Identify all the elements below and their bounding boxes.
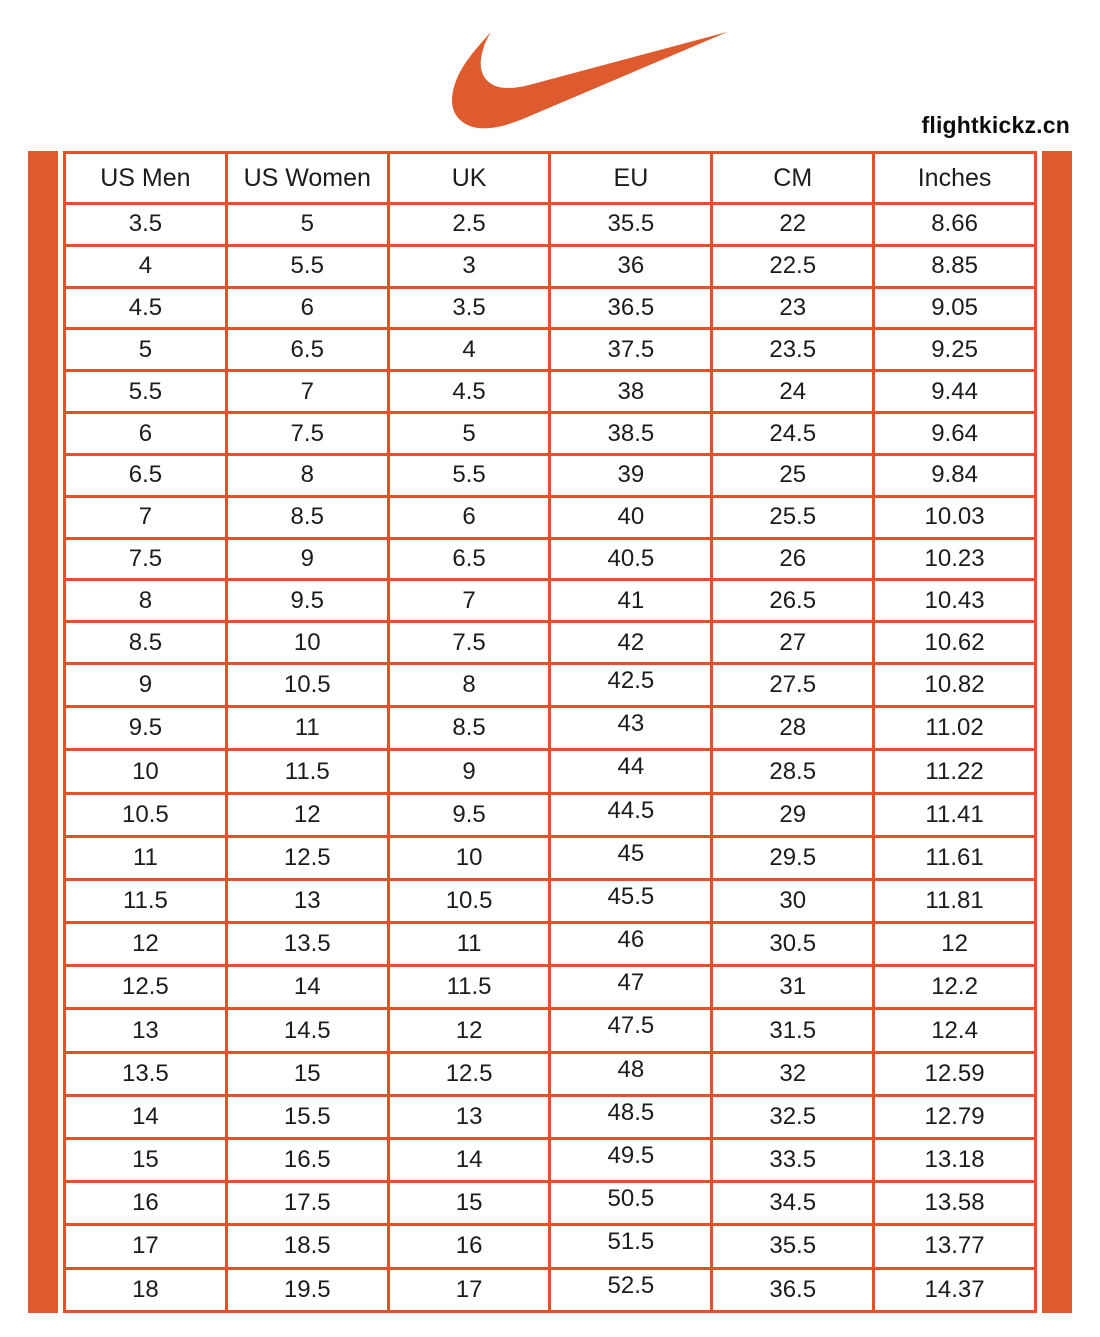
- table-cell: 18: [65, 1268, 227, 1311]
- table-cell: 14: [388, 1139, 550, 1182]
- table-cell: 23.5: [712, 329, 874, 371]
- table-cell: 41: [550, 580, 712, 622]
- table-cell: 45.5: [550, 879, 712, 922]
- table-cell: 47: [550, 966, 712, 1009]
- table-cell: 12: [65, 923, 227, 966]
- table-cell: 12.5: [226, 836, 388, 879]
- table-cell: 37.5: [550, 329, 712, 371]
- table-cell: 8.5: [65, 622, 227, 664]
- table-cell: 8.5: [226, 496, 388, 538]
- table-cell: 8: [388, 664, 550, 707]
- table-cell: 25.5: [712, 496, 874, 538]
- table-cell: 52.5: [550, 1268, 712, 1311]
- column-header: US Men: [65, 153, 227, 204]
- table-cell: 42.5: [550, 664, 712, 707]
- table-cell: 40: [550, 496, 712, 538]
- table-row: [65, 245, 1036, 287]
- table-row: [65, 1139, 1036, 1182]
- table-cell: 30.5: [712, 923, 874, 966]
- table-row: [65, 454, 1036, 496]
- table-cell: 27: [712, 622, 874, 664]
- table-cell: 11.22: [874, 750, 1036, 793]
- table-cell: 7: [388, 580, 550, 622]
- size-table-body: [65, 204, 1036, 1312]
- table-cell: 38: [550, 371, 712, 413]
- table-cell: 10.5: [226, 664, 388, 707]
- table-cell: 24.5: [712, 413, 874, 455]
- table-cell: 9: [388, 750, 550, 793]
- table-cell: 32: [712, 1052, 874, 1095]
- table-cell: 19.5: [226, 1268, 388, 1311]
- left-accent-bar: [28, 151, 58, 1313]
- size-chart-table: [63, 151, 1037, 1313]
- table-cell: 33.5: [712, 1139, 874, 1182]
- table-cell: 36.5: [550, 287, 712, 329]
- table-row: [65, 580, 1036, 622]
- table-cell: 6: [226, 287, 388, 329]
- table-cell: 12.79: [874, 1095, 1036, 1138]
- table-cell: 9.64: [874, 413, 1036, 455]
- table-cell: 15.5: [226, 1095, 388, 1138]
- table-cell: 51.5: [550, 1225, 712, 1268]
- table-row: [65, 329, 1036, 371]
- table-cell: 46: [550, 923, 712, 966]
- table-cell: 4: [65, 245, 227, 287]
- table-row: [65, 923, 1036, 966]
- table-cell: 28: [712, 707, 874, 750]
- table-cell: 11: [226, 707, 388, 750]
- table-cell: 10: [65, 750, 227, 793]
- table-cell: 13.18: [874, 1139, 1036, 1182]
- table-cell: 15: [65, 1139, 227, 1182]
- table-cell: 11: [388, 923, 550, 966]
- table-cell: 9.84: [874, 454, 1036, 496]
- table-cell: 10: [226, 622, 388, 664]
- table-cell: 3: [388, 245, 550, 287]
- table-cell: 8: [65, 580, 227, 622]
- size-table-head: [65, 153, 1036, 204]
- table-row: [65, 204, 1036, 246]
- table-cell: 45: [550, 836, 712, 879]
- table-row: [65, 793, 1036, 836]
- table-cell: 35.5: [712, 1225, 874, 1268]
- column-header: Inches: [874, 153, 1036, 204]
- table-cell: 17: [388, 1268, 550, 1311]
- table-cell: 16: [65, 1182, 227, 1225]
- table-cell: 8.66: [874, 204, 1036, 246]
- table-cell: 5.5: [226, 245, 388, 287]
- table-cell: 16.5: [226, 1139, 388, 1182]
- table-cell: 5: [388, 413, 550, 455]
- table-cell: 12: [388, 1009, 550, 1052]
- table-cell: 9.5: [65, 707, 227, 750]
- table-cell: 9.5: [226, 580, 388, 622]
- table-cell: 29.5: [712, 836, 874, 879]
- table-cell: 10.03: [874, 496, 1036, 538]
- table-cell: 12.5: [65, 966, 227, 1009]
- column-header: UK: [388, 153, 550, 204]
- table-cell: 17: [65, 1225, 227, 1268]
- table-cell: 23: [712, 287, 874, 329]
- table-cell: 9.5: [388, 793, 550, 836]
- table-cell: 11.61: [874, 836, 1036, 879]
- table-cell: 14: [226, 966, 388, 1009]
- table-cell: 44.5: [550, 793, 712, 836]
- table-cell: 7: [226, 371, 388, 413]
- table-cell: 13.5: [65, 1052, 227, 1095]
- table-cell: 17.5: [226, 1182, 388, 1225]
- table-cell: 30: [712, 879, 874, 922]
- table-cell: 15: [226, 1052, 388, 1095]
- table-cell: 50.5: [550, 1182, 712, 1225]
- table-cell: 8: [226, 454, 388, 496]
- table-cell: 5.5: [388, 454, 550, 496]
- table-cell: 10.23: [874, 538, 1036, 580]
- table-cell: 27.5: [712, 664, 874, 707]
- table-cell: 31.5: [712, 1009, 874, 1052]
- table-cell: 38.5: [550, 413, 712, 455]
- table-cell: 12.2: [874, 966, 1036, 1009]
- table-row: [65, 371, 1036, 413]
- table-cell: 40.5: [550, 538, 712, 580]
- table-row: [65, 1009, 1036, 1052]
- table-cell: 14.5: [226, 1009, 388, 1052]
- table-cell: 36.5: [712, 1268, 874, 1311]
- table-row: [65, 538, 1036, 580]
- table-row: [65, 836, 1036, 879]
- table-cell: 4.5: [65, 287, 227, 329]
- table-row: [65, 1182, 1036, 1225]
- table-cell: 25: [712, 454, 874, 496]
- table-cell: 6: [388, 496, 550, 538]
- table-cell: 24: [712, 371, 874, 413]
- table-cell: 8.85: [874, 245, 1036, 287]
- table-cell: 13: [65, 1009, 227, 1052]
- table-cell: 48: [550, 1052, 712, 1095]
- column-header: EU: [550, 153, 712, 204]
- table-cell: 12: [226, 793, 388, 836]
- table-cell: 11.5: [226, 750, 388, 793]
- table-cell: 29: [712, 793, 874, 836]
- table-cell: 35.5: [550, 204, 712, 246]
- table-row: [65, 966, 1036, 1009]
- table-cell: 10: [388, 836, 550, 879]
- table-cell: 18.5: [226, 1225, 388, 1268]
- table-cell: 7.5: [65, 538, 227, 580]
- table-row: [65, 287, 1036, 329]
- table-cell: 7: [65, 496, 227, 538]
- table-cell: 42: [550, 622, 712, 664]
- table-cell: 39: [550, 454, 712, 496]
- table-cell: 14.37: [874, 1268, 1036, 1311]
- table-cell: 26: [712, 538, 874, 580]
- table-cell: 4: [388, 329, 550, 371]
- table-row: [65, 664, 1036, 707]
- table-cell: 10.62: [874, 622, 1036, 664]
- table-cell: 9.25: [874, 329, 1036, 371]
- table-cell: 49.5: [550, 1139, 712, 1182]
- table-cell: 13.5: [226, 923, 388, 966]
- table-cell: 34.5: [712, 1182, 874, 1225]
- table-cell: 6: [65, 413, 227, 455]
- table-cell: 26.5: [712, 580, 874, 622]
- table-cell: 11.81: [874, 879, 1036, 922]
- table-cell: 13.58: [874, 1182, 1036, 1225]
- table-cell: 28.5: [712, 750, 874, 793]
- column-header: US Women: [226, 153, 388, 204]
- column-header: CM: [712, 153, 874, 204]
- table-cell: 11.5: [388, 966, 550, 1009]
- table-cell: 11.41: [874, 793, 1036, 836]
- table-cell: 12.4: [874, 1009, 1036, 1052]
- table-cell: 6.5: [388, 538, 550, 580]
- header-row: [65, 153, 1036, 204]
- table-cell: 9.44: [874, 371, 1036, 413]
- table-cell: 3.5: [388, 287, 550, 329]
- table-cell: 10.82: [874, 664, 1036, 707]
- site-label: flightkickz.cn: [921, 112, 1070, 138]
- table-cell: 32.5: [712, 1095, 874, 1138]
- table-cell: 2.5: [388, 204, 550, 246]
- table-cell: 14: [65, 1095, 227, 1138]
- table-cell: 13.77: [874, 1225, 1036, 1268]
- table-cell: 10.5: [65, 793, 227, 836]
- table-cell: 31: [712, 966, 874, 1009]
- table-cell: 5: [65, 329, 227, 371]
- table-cell: 13: [226, 879, 388, 922]
- table-cell: 9.05: [874, 287, 1036, 329]
- table-cell: 22.5: [712, 245, 874, 287]
- table-row: [65, 750, 1036, 793]
- table-cell: 10.43: [874, 580, 1036, 622]
- table-row: [65, 1095, 1036, 1138]
- table-cell: 36: [550, 245, 712, 287]
- table-cell: 12.5: [388, 1052, 550, 1095]
- table-row: [65, 1268, 1036, 1311]
- table-cell: 6.5: [65, 454, 227, 496]
- table-row: [65, 1052, 1036, 1095]
- table-row: [65, 496, 1036, 538]
- table-cell: 8.5: [388, 707, 550, 750]
- table-cell: 22: [712, 204, 874, 246]
- table-cell: 44: [550, 750, 712, 793]
- table-cell: 48.5: [550, 1095, 712, 1138]
- table-cell: 12: [874, 923, 1036, 966]
- table-cell: 3.5: [65, 204, 227, 246]
- size-chart-frame: [28, 151, 1072, 1313]
- table-cell: 4.5: [388, 371, 550, 413]
- table-cell: 11: [65, 836, 227, 879]
- table-cell: 5.5: [65, 371, 227, 413]
- table-cell: 12.59: [874, 1052, 1036, 1095]
- table-cell: 7.5: [388, 622, 550, 664]
- table-cell: 15: [388, 1182, 550, 1225]
- table-cell: 11.02: [874, 707, 1036, 750]
- table-cell: 43: [550, 707, 712, 750]
- table-cell: 7.5: [226, 413, 388, 455]
- table-row: [65, 707, 1036, 750]
- table-cell: 6.5: [226, 329, 388, 371]
- table-cell: 10.5: [388, 879, 550, 922]
- table-row: [65, 413, 1036, 455]
- table-cell: 16: [388, 1225, 550, 1268]
- table-cell: 9: [226, 538, 388, 580]
- right-accent-bar: [1042, 151, 1072, 1313]
- table-cell: 47.5: [550, 1009, 712, 1052]
- table-row: [65, 622, 1036, 664]
- table-cell: 11.5: [65, 879, 227, 922]
- table-cell: 5: [226, 204, 388, 246]
- table-cell: 9: [65, 664, 227, 707]
- table-row: [65, 879, 1036, 922]
- table-row: [65, 1225, 1036, 1268]
- table-cell: 13: [388, 1095, 550, 1138]
